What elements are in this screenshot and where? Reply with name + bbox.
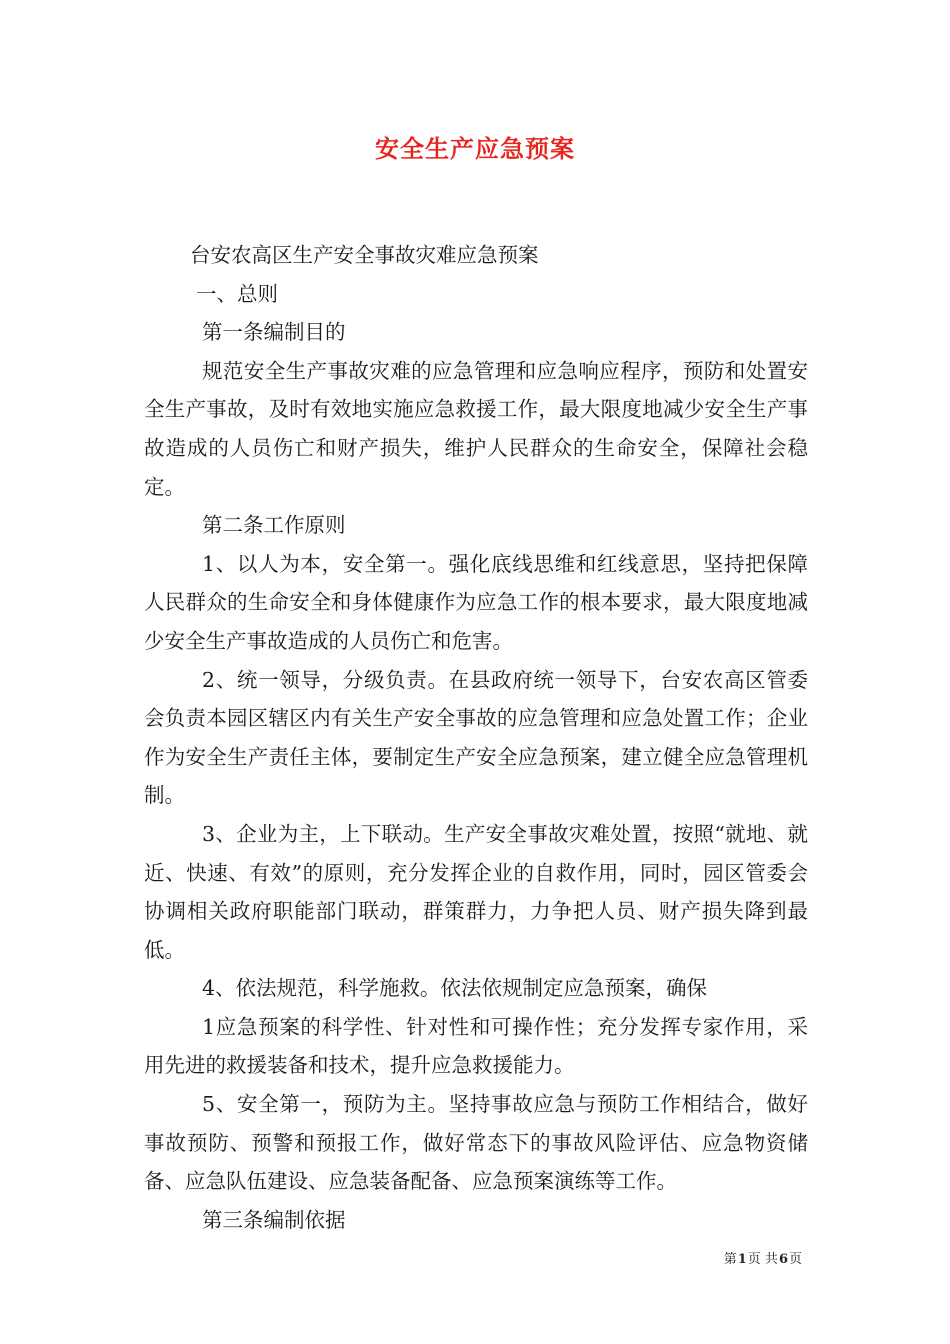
footer-prefix: 第 (723, 1252, 737, 1267)
principle-item-4: 4、依法规范，科学施救。依法依规制定应急预案，确保 (202, 976, 708, 1001)
document-body (144, 236, 808, 1239)
principle-item-1: 1、以人为本，安全第一。强化底线思维和红线意思，坚持把保障人民群众的生命安全和身体健康作为应急工作的根本要求，最大限度地减少安全生产事故造成的人员伤亡和危害。 (144, 551, 808, 653)
page-number-footer (724, 1248, 802, 1267)
principle-item-2: 2、统一领导，分级负责。在县政府统一领导下，台安农高区管委会负责本园区辖区内有关生产安全事故的应急管理和应急处置工作；企业作为安全生产责任主体，要制定生产安全应急预案，建立健全应急管理机制。 (144, 667, 808, 808)
footer-middle: 页 共 (747, 1252, 778, 1267)
total-page-count: 6 (778, 1252, 788, 1267)
document-subtitle: 台安农高区生产安全事故灾难应急预案 (190, 243, 539, 267)
article-heading-purpose: 第一条编制目的 (202, 320, 346, 345)
footer-suffix: 页 (788, 1252, 802, 1267)
principle-item-3: 3、企业为主，上下联动。生产安全事故灾难处置，按照“就地、就近、快速、有效”的原则，充分发挥企业的自救作用，同时，园区管委会协调相关政府职能部门联动，群策群力，力争把人员、财产损失降到最低。 (144, 821, 808, 962)
current-page-number: 1 (737, 1252, 747, 1267)
principle-item-5: 5、安全第一，预防为主。坚持事故应急与预防工作相结合，做好事故预防、预警和预报工作，做好常态下的事故风险评估、应急物资储备、应急队伍建设、应急装备配备、应急预案演练等工作。 (144, 1092, 808, 1194)
document-title: 安全生产应急预案 (375, 134, 575, 163)
principle-item-4-continued: 1应急预案的科学性、针对性和可操作性；充分发挥专家作用，采用先进的救援装备和技术，提升应急救援能力。 (144, 1014, 808, 1078)
article-heading-principles: 第二条工作原则 (202, 513, 346, 538)
paragraph-purpose: 规范安全生产事故灾难的应急管理和应急响应程序，预防和处置安全生产事故，及时有效地实施应急救援工作，最大限度地减少安全生产事故造成的人员伤亡和财产损失，维护人民群众的生命安全，保障社会稳定。 (144, 358, 808, 499)
article-heading-basis: 第三条编制依据 (202, 1207, 346, 1232)
section-heading-general: 一、总则 (196, 281, 278, 306)
